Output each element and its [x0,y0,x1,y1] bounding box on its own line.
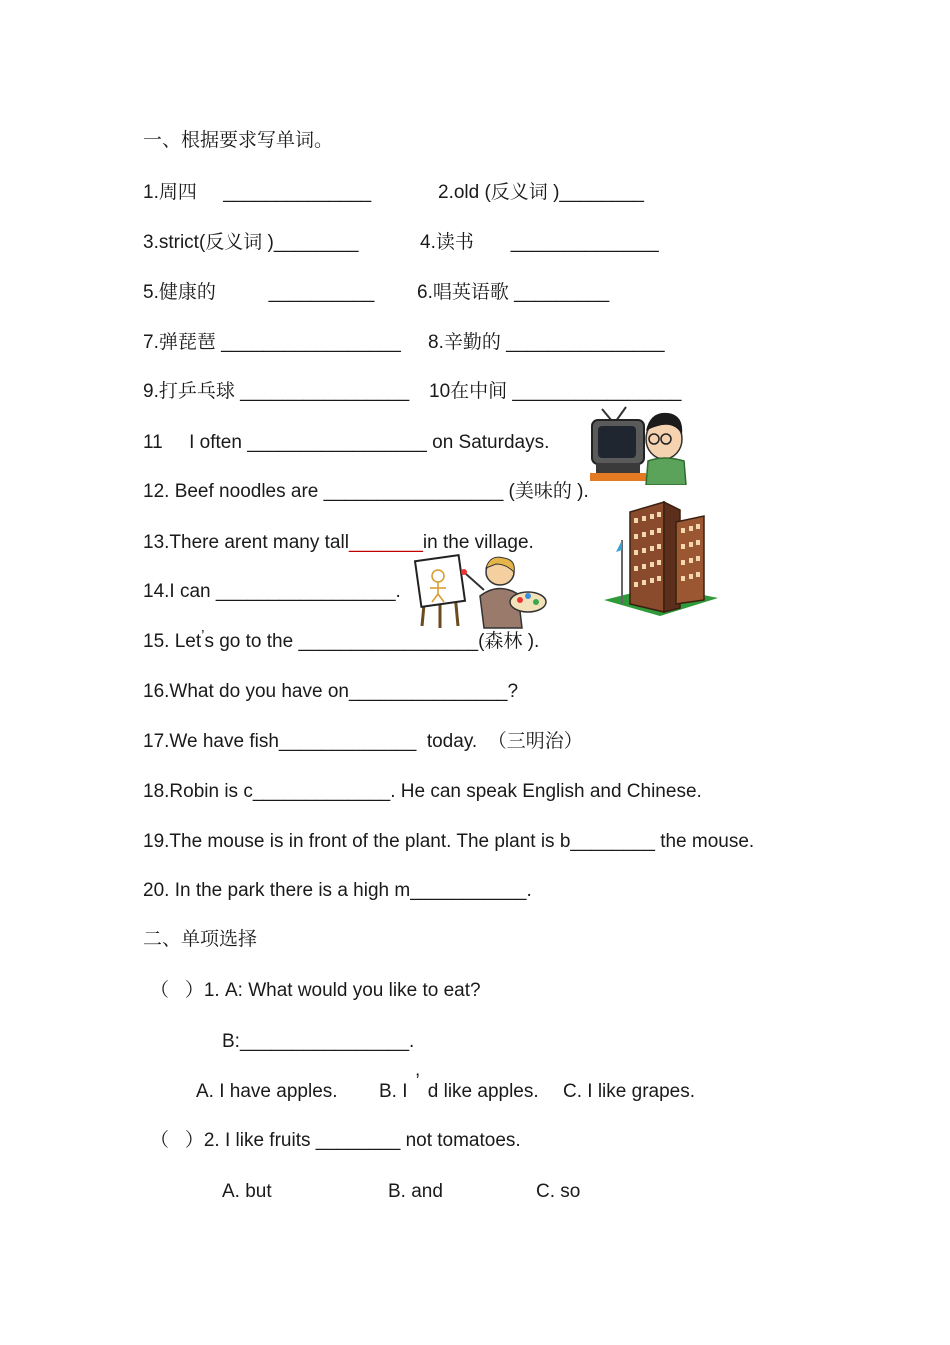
item-12: 12. Beef noodles are _________________ (美味的 ). [143,481,589,502]
item-7: 7.弹琵琶 _________________ [143,332,401,353]
item-20: 20. In the park there is a high m___________. [143,880,532,901]
item-11: 11 I often _________________ on Saturdays. [143,432,550,453]
item-13-blank: _______ [348,532,423,553]
q1-answer-line: B:________________. [222,1031,415,1052]
q1-option-b-part-1: B. I [379,1081,408,1102]
q1-option-b-apostrophe: ’ [415,1071,420,1092]
item-5: 5.健康的 __________ [143,282,375,303]
item-17-blank: _____________ [278,731,417,752]
q2-stem: （ ）2. I like fruits ________ not tomatoes. [150,1130,521,1151]
item-9: 9.打乒乓球 ________________ [143,381,410,402]
item-3: 3.strict(反义词 )________ [143,232,359,253]
section2-title: 二、单项选择 [143,929,258,950]
q1-option-b-part-2: d like apples. [427,1081,539,1102]
item-4: 4.读书 ______________ [420,232,659,253]
item-16-blank: _______________ [348,681,508,702]
item-16 [143,680,518,704]
item-15-part-b: s go to the _________________(森林 ). [204,631,540,652]
item-13-part-b: t many tall [262,532,349,553]
q2-option-b: B. and [388,1181,443,1202]
item-15: 15. Let’s go to the _________________(森林 ). [143,627,540,652]
item-13-part-a: 13.There aren [143,532,263,553]
item-17-part-a: 17.We have fish [143,731,279,752]
painter-at-easel-icon [414,552,549,630]
section1-title: 一、根据要求写单词。 [143,130,334,151]
item-14: 14.I can _________________. [143,581,401,602]
item-19: 19.The mouse is in front of the plant. The plant is b________ the mouse. [143,831,755,852]
q1-stem: （ ）1. A: What would you like to eat? [150,980,481,1001]
item-16-part-b: ? [507,681,519,702]
item-17-part-b: today. （三明治） [416,731,583,752]
item-8: 8.辛勤的 _______________ [428,332,665,353]
item-17 [143,730,583,754]
item-6: 6.唱英语歌 _________ [417,282,610,303]
item-15-part-a: 15. Let [143,631,202,652]
item-1: 1.周四 ______________ [143,182,372,203]
item-16-part-a: 16.What do you have on [143,681,349,702]
q1-option-b [379,1071,539,1104]
q1-option-c: C. I like grapes. [563,1081,695,1102]
item-2: 2.old (反义词 )________ [438,182,644,203]
item-10: 10在中间 ________________ [429,381,682,402]
item-18: 18.Robin is c_____________. He can speak English and Chinese. [143,781,702,802]
tv-watching-boy-icon [588,405,688,485]
q2-option-c: C. so [536,1181,581,1202]
tall-buildings-icon [600,500,720,618]
item-13-part-c: in the village. [422,532,534,553]
q1-option-a: A. I have apples. [196,1081,338,1102]
q2-option-a: A. but [222,1181,272,1202]
